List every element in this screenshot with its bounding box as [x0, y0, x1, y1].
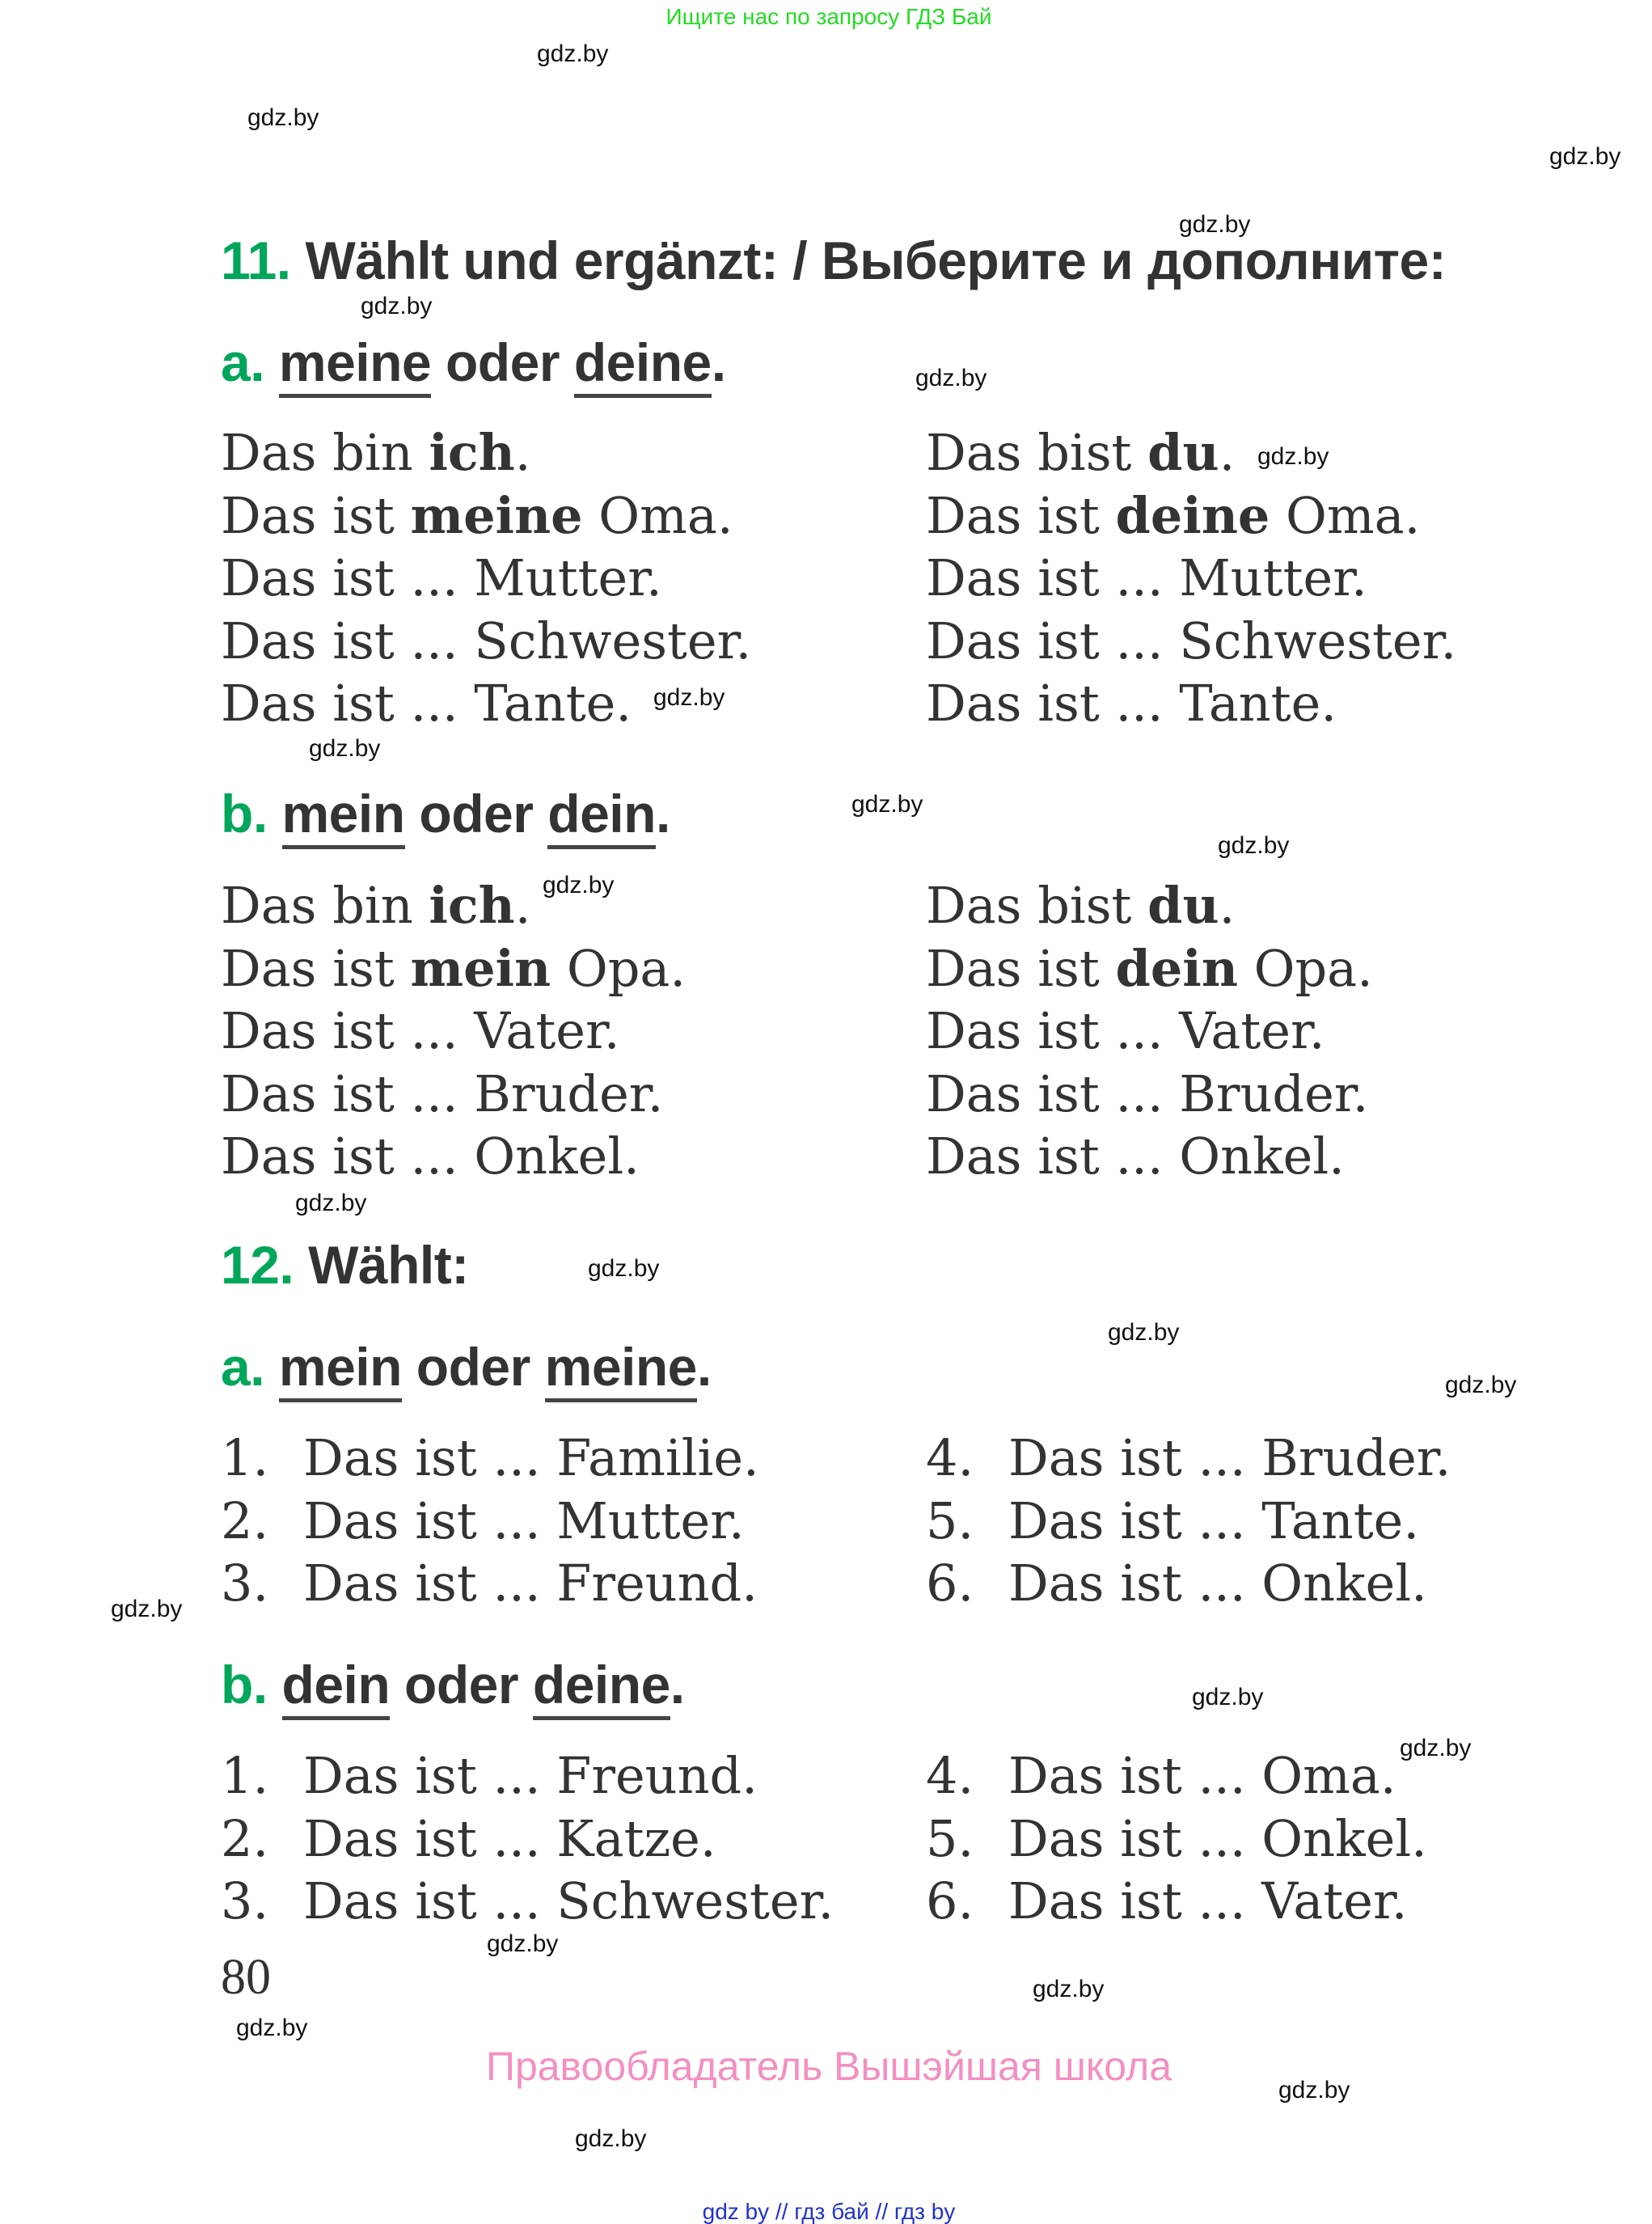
sentence-text: Oma. [1270, 485, 1421, 545]
exercise-title: Wählt: [308, 1235, 469, 1295]
sentence [926, 937, 1373, 1000]
watermark: gdz.by [361, 293, 433, 319]
sentence-text: Das ist ... Vater. [221, 1001, 620, 1060]
item-text: Das ist ... Freund. [303, 1554, 758, 1613]
watermark: gdz.by [1257, 443, 1329, 470]
sentence [926, 547, 1456, 610]
bold-word: dein [1115, 938, 1238, 998]
sentence [926, 610, 1456, 673]
sentence-text: . [514, 423, 531, 482]
item-number: 1. [221, 1428, 269, 1487]
item-number: 2. [221, 1490, 269, 1550]
sentence-text: Das ist ... Onkel. [221, 1127, 640, 1186]
option-word: meine [279, 332, 431, 398]
subtask-letter: a. [221, 1337, 265, 1397]
subtask-12b-heading [221, 1652, 685, 1717]
heading-text: . [655, 784, 670, 844]
sentence-text: Opa. [1237, 938, 1373, 998]
sentence [926, 421, 1456, 484]
sentence [221, 484, 751, 548]
numbered-item [221, 1490, 759, 1553]
exercise-title: Wählt und ergänzt: / Выберите и дополните: [305, 230, 1447, 290]
watermark: gdz.by [487, 1930, 559, 1957]
watermark: gdz.by [537, 40, 609, 67]
search-banner: Ищите нас по запросу ГДЗ Бай [665, 4, 992, 29]
watermark: gdz.by [588, 1255, 660, 1282]
watermark: gdz.by [1218, 832, 1290, 859]
item-number: 1. [221, 1746, 269, 1805]
watermark: gdz.by [247, 104, 319, 131]
item-number: 3. [221, 1554, 269, 1613]
column-12b-right [926, 1744, 1427, 1933]
item-number: 3. [221, 1871, 269, 1930]
option-word: deine [574, 332, 712, 398]
watermark: gdz.by [236, 2015, 308, 2041]
watermark: gdz.by [575, 2125, 647, 2152]
sentence [221, 1125, 686, 1188]
bold-word: deine [1115, 485, 1270, 545]
subtask-11a-heading [221, 330, 726, 395]
heading-text: oder [401, 1337, 545, 1397]
column-11a-right [926, 421, 1456, 735]
sentence-text: Das bin [221, 876, 429, 935]
exercise-12-heading [221, 1233, 469, 1297]
sentence-text: Das ist ... Tante. [221, 674, 632, 733]
sentence-text: Das ist ... Vater. [926, 1001, 1325, 1060]
item-text: Das ist ... Familie. [303, 1428, 759, 1487]
sentence [926, 484, 1456, 548]
subtask-letter: b. [221, 1655, 268, 1715]
sentence [221, 610, 751, 673]
bold-word: mein [410, 938, 551, 998]
sentence-text: Das ist ... Onkel. [926, 1127, 1345, 1186]
option-word: meine [545, 1337, 697, 1402]
item-text: Das ist ... Onkel. [1008, 1808, 1427, 1868]
item-text: Das ist ... Vater. [1008, 1871, 1408, 1930]
item-text: Das ist ... Tante. [1008, 1490, 1420, 1550]
watermark: gdz.by [1445, 1372, 1517, 1398]
sentence [926, 874, 1373, 937]
sentence-text: Oma. [582, 485, 733, 545]
watermark: gdz.by [851, 791, 923, 818]
numbered-item [221, 1870, 834, 1933]
item-text: Das ist ... Freund. [303, 1746, 758, 1805]
sentence-text: . [514, 876, 531, 935]
column-11a-left [221, 421, 751, 735]
sentence [926, 1063, 1373, 1126]
item-text: Das ist ... Onkel. [1008, 1554, 1427, 1613]
subtask-11b-heading [221, 781, 670, 846]
numbered-item [926, 1808, 1427, 1871]
item-number: 6. [926, 1554, 974, 1613]
watermark: gdz.by [653, 684, 725, 711]
numbered-item [926, 1490, 1451, 1553]
copyright-notice: Правообладатель Вышэйшая школа [486, 2044, 1172, 2089]
sentence [926, 672, 1456, 735]
sentence-text: Das bist [926, 876, 1148, 935]
subtask-letter: a. [221, 332, 265, 392]
sentence-text: Das ist ... Bruder. [221, 1063, 664, 1123]
sentence [926, 1125, 1373, 1188]
numbered-item [221, 1744, 834, 1808]
exercise-11-heading [221, 228, 1446, 293]
watermark: gdz.by [915, 365, 987, 391]
watermark: gdz.by [1192, 1684, 1264, 1710]
option-word: deine [533, 1655, 670, 1720]
sentence-text: Das ist [221, 485, 411, 545]
watermark: gdz.by [1033, 1976, 1105, 2002]
item-number: 5. [926, 1490, 974, 1550]
sentence-text: Opa. [551, 938, 687, 998]
column-11b-left [221, 874, 686, 1188]
watermark: gdz.by [1278, 2077, 1350, 2103]
sentence-text: Das ist ... Mutter. [926, 548, 1367, 607]
numbered-item [926, 1427, 1451, 1490]
sentence-text: Das ist [926, 938, 1116, 998]
sentence [221, 1063, 686, 1126]
numbered-item [221, 1552, 759, 1615]
item-number: 4. [926, 1746, 974, 1805]
bold-word: meine [410, 485, 583, 545]
sentence-text: Das ist ... Tante. [926, 674, 1337, 733]
heading-text: . [696, 1337, 712, 1397]
item-number: 6. [926, 1871, 974, 1930]
sentence [926, 1000, 1373, 1063]
item-text: Das ist ... Bruder. [1008, 1428, 1451, 1487]
item-number: 5. [926, 1808, 974, 1868]
item-text: Das ist ... Schwester. [303, 1871, 834, 1930]
heading-text: . [670, 1655, 685, 1715]
sentence-text: Das bin [221, 423, 429, 482]
bold-word: ich [429, 423, 515, 482]
numbered-item [926, 1552, 1451, 1615]
sentence [221, 672, 751, 735]
numbered-item [926, 1744, 1427, 1808]
bold-word: ich [429, 876, 515, 935]
item-number: 4. [926, 1428, 974, 1487]
exercise-number: 12. [221, 1235, 294, 1295]
sentence-text: Das ist ... Mutter. [221, 548, 662, 607]
option-word: mein [282, 784, 405, 849]
sentence-text: Das ist [926, 485, 1116, 545]
footer-links[interactable]: gdz by // гдз бай // гдз by [702, 2199, 956, 2224]
column-12a-right [926, 1427, 1451, 1615]
watermark: gdz.by [1179, 211, 1251, 238]
heading-text: oder [431, 332, 574, 392]
sentence-text: . [1219, 876, 1236, 935]
bold-word: du [1147, 876, 1219, 935]
sentence [221, 1000, 686, 1063]
option-word: dein [282, 1655, 391, 1720]
column-11b-right [926, 874, 1373, 1188]
sentence-text: Das ist [221, 938, 411, 998]
page-number: 80 [221, 1950, 271, 2005]
item-text: Das ist ... Katze. [303, 1808, 716, 1868]
sentence [221, 937, 686, 1000]
watermark: gdz.by [111, 1596, 183, 1622]
sentence-text: Das ist ... Schwester. [221, 611, 752, 670]
option-word: dein [547, 784, 656, 849]
watermark: gdz.by [543, 872, 615, 898]
heading-text: oder [404, 784, 548, 844]
numbered-item [926, 1870, 1427, 1933]
sentence-text: Das ist ... Bruder. [926, 1063, 1369, 1123]
numbered-item [221, 1427, 759, 1490]
column-12a-left [221, 1427, 759, 1615]
item-text: Das ist ... Mutter. [303, 1490, 745, 1550]
sentence-text: Das ist ... Schwester. [926, 611, 1457, 670]
sentence-text: Das bist [926, 423, 1148, 482]
watermark: gdz.by [1108, 1319, 1180, 1346]
item-number: 2. [221, 1808, 269, 1868]
numbered-item [221, 1808, 834, 1871]
column-12b-left [221, 1744, 834, 1933]
bold-word: du [1147, 423, 1219, 482]
subtask-letter: b. [221, 784, 268, 844]
watermark: gdz.by [309, 735, 381, 762]
heading-text: oder [390, 1655, 533, 1715]
exercise-number: 11. [221, 230, 291, 290]
heading-text: . [711, 332, 726, 392]
sentence-text: . [1219, 423, 1236, 482]
subtask-12a-heading [221, 1334, 712, 1399]
item-text: Das ist ... Oma. [1008, 1746, 1396, 1805]
sentence [221, 421, 751, 484]
watermark: gdz.by [1549, 143, 1621, 170]
sentence [221, 547, 751, 610]
watermark: gdz.by [295, 1190, 367, 1216]
watermark: gdz.by [1400, 1735, 1472, 1761]
sentence [221, 874, 686, 937]
option-word: mein [279, 1337, 402, 1402]
